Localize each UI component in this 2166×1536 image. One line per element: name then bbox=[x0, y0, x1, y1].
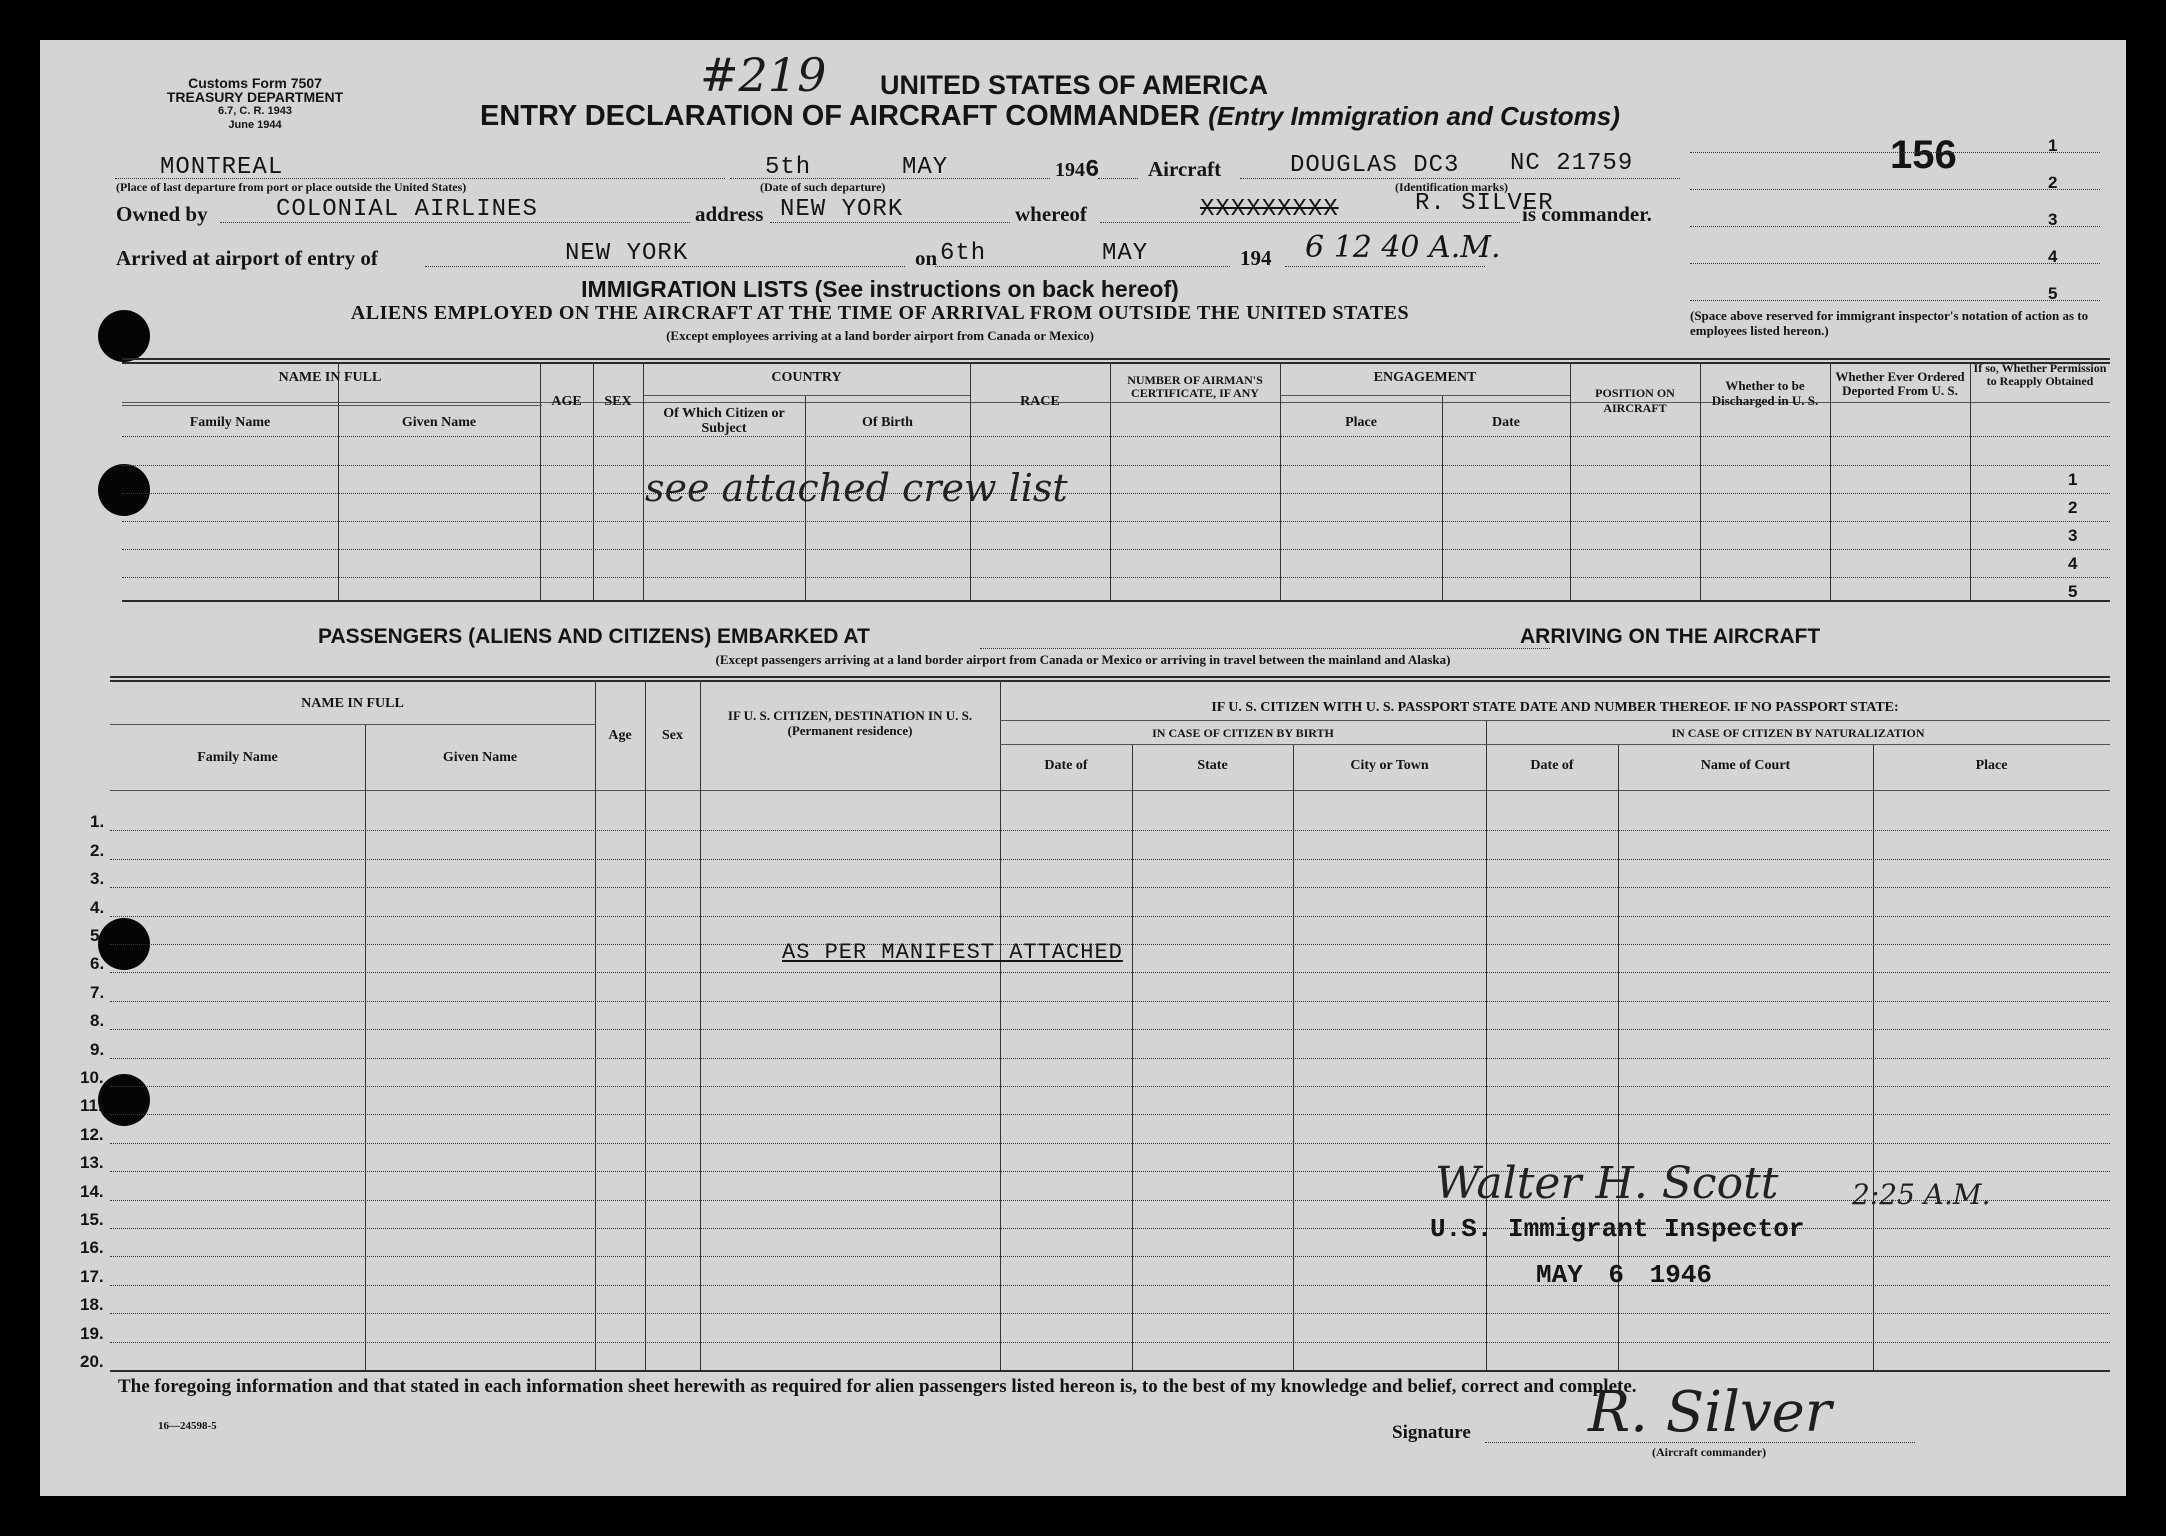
passenger-row-line bbox=[110, 1086, 2110, 1087]
passenger-row-number: 6. bbox=[90, 954, 105, 973]
col-citizen-by-birth: IN CASE OF CITIZEN BY BIRTH bbox=[1152, 726, 1334, 740]
on-label: on bbox=[915, 246, 938, 270]
notation-line-number: 5 bbox=[2048, 284, 2058, 303]
col-sex: SEX bbox=[604, 394, 632, 409]
immigration-subtitle: ALIENS EMPLOYED ON THE AIRCRAFT AT THE TIME OF ARRIVAL FROM OUTSIDE THE UNITED STATES bbox=[350, 302, 1410, 324]
passenger-row-line bbox=[110, 1171, 2110, 1172]
immigration-title: IMMIGRATION LISTS (See instructions on back hereof) bbox=[581, 276, 1179, 302]
col-destination: IF U. S. CITIZEN, DESTINATION IN U. S. (Permanent residence) bbox=[727, 708, 973, 738]
passenger-row-number: 14. bbox=[80, 1182, 104, 1201]
departure-year bbox=[1055, 157, 1100, 184]
notation-line-number: 2 bbox=[2048, 173, 2058, 192]
col-naturalization-date: Date of bbox=[1530, 758, 1574, 773]
form-sheet bbox=[40, 40, 2126, 1496]
col-passport: IF U. S. CITIZEN WITH U. S. PASSPORT STATE DATE AND NUMBER THEREOF. IF NO PASSPORT STATE: bbox=[1211, 700, 1899, 715]
passenger-row-number: 12. bbox=[80, 1125, 104, 1144]
inspector-title: U.S. Immigrant Inspector bbox=[1430, 1214, 1805, 1244]
commander-suffix: is commander. bbox=[1522, 202, 1652, 226]
col-name-in-full: NAME IN FULL bbox=[301, 696, 404, 711]
passenger-row-number: 10. bbox=[80, 1068, 104, 1087]
owner-address: NEW YORK bbox=[780, 196, 904, 223]
passenger-row-number: 13. bbox=[80, 1153, 104, 1172]
passenger-row-number: 7. bbox=[90, 983, 105, 1002]
col-engagement-place: Place bbox=[1345, 415, 1377, 430]
col-family-name: Family Name bbox=[197, 750, 278, 765]
col-name-in-full: NAME IN FULL bbox=[278, 370, 382, 385]
col-citizen-by-naturalization: IN CASE OF CITIZEN BY NATURALIZATION bbox=[1671, 726, 1925, 740]
passenger-row-line bbox=[110, 1370, 2110, 1371]
departure-year-prefix: 194 bbox=[1055, 159, 1085, 181]
col-birth-city: City or Town bbox=[1350, 758, 1429, 773]
passenger-row-line bbox=[110, 1058, 2110, 1059]
aircraft-label: Aircraft bbox=[1148, 157, 1222, 181]
col-country: COUNTRY bbox=[771, 370, 842, 385]
passenger-row-number: 1. bbox=[90, 812, 105, 831]
inspector-stamp-number: 156 bbox=[1890, 133, 1957, 177]
col-engagement-date: Date bbox=[1492, 415, 1520, 430]
crew-row-number: 1 bbox=[2068, 470, 2078, 489]
passenger-row-line bbox=[110, 1114, 2110, 1115]
col-naturalization-place: Place bbox=[1975, 758, 2008, 773]
signature-label: Signature bbox=[1392, 1422, 1471, 1443]
passengers-title: PASSENGERS (ALIENS AND CITIZENS) EMBARKED AT bbox=[318, 625, 870, 648]
col-race: RACE bbox=[1020, 394, 1060, 409]
passenger-row-line bbox=[110, 859, 2110, 860]
form-title bbox=[480, 100, 1620, 133]
passenger-row-number: 4. bbox=[90, 898, 105, 917]
passenger-row-number: 20. bbox=[80, 1352, 104, 1371]
manifest-note: AS PER MANIFEST ATTACHED bbox=[782, 940, 1123, 965]
notation-line-number: 4 bbox=[2048, 247, 2058, 266]
passenger-row-line bbox=[110, 972, 2110, 973]
department: TREASURY DEPARTMENT bbox=[166, 89, 344, 105]
passenger-row-number: 11. bbox=[80, 1096, 103, 1115]
passenger-row-number: 16. bbox=[80, 1238, 104, 1257]
arrival-year: 194 bbox=[1240, 246, 1272, 270]
aircraft-ident: NC 21759 bbox=[1510, 150, 1634, 177]
punch-hole bbox=[98, 464, 150, 516]
passenger-row-line bbox=[110, 830, 2110, 831]
passenger-row-line bbox=[110, 1228, 2110, 1229]
passenger-row-line bbox=[110, 1200, 2110, 1201]
passenger-row-line bbox=[110, 1143, 2110, 1144]
passenger-row-number: 9. bbox=[90, 1040, 105, 1059]
passengers-note: (Except passengers arriving at a land border airport from Canada or Mexico or arriving in travel between the mainland and Alaska) bbox=[715, 652, 1451, 667]
passenger-row-number: 3. bbox=[90, 869, 105, 888]
col-permission: If so, Whether Permission to Reapply Obtained bbox=[1973, 361, 2107, 388]
passenger-row-line bbox=[110, 1001, 2110, 1002]
owner-name: COLONIAL AIRLINES bbox=[276, 196, 538, 223]
departure-day: 5th bbox=[765, 154, 812, 181]
country-heading: UNITED STATES OF AMERICA bbox=[880, 70, 1268, 100]
passenger-row-line bbox=[110, 1313, 2110, 1314]
passenger-row-line bbox=[110, 1285, 2110, 1286]
crew-row-number: 3 bbox=[2068, 526, 2078, 545]
arrival-day: 6th bbox=[940, 240, 987, 267]
passenger-row-number: 18. bbox=[80, 1295, 104, 1314]
commander-signature: R. Silver bbox=[1588, 1380, 1832, 1445]
inspection-date: MAY 6 1946 bbox=[1536, 1260, 1713, 1290]
arrived-label: Arrived at airport of entry of bbox=[116, 246, 378, 270]
passenger-row-line bbox=[110, 1342, 2110, 1343]
passenger-row-number: 15. bbox=[80, 1210, 104, 1229]
passenger-row-number: 19. bbox=[80, 1324, 104, 1343]
departure-place-label: (Place of last departure from port or place outside the United States) bbox=[116, 180, 467, 194]
crew-row-number: 4 bbox=[2068, 554, 2078, 573]
col-age: Age bbox=[608, 728, 632, 743]
inspector-signature: Walter H. Scott bbox=[1435, 1158, 1779, 1209]
col-age: AGE bbox=[551, 394, 582, 409]
struck-out-name: XXXXXXXXX bbox=[1200, 196, 1339, 223]
form-number: Customs Form 7507 bbox=[188, 75, 322, 91]
col-court: Name of Court bbox=[1700, 758, 1791, 773]
declaration-text: The foregoing information and that stated in each information sheet herewith as required for alien passengers listed hereon is, to the best of my knowledge and belief, correct and complete. bbox=[118, 1376, 1637, 1397]
col-given-name: Given Name bbox=[442, 750, 518, 765]
col-sex: Sex bbox=[662, 728, 683, 743]
aircraft-type: DOUGLAS DC3 bbox=[1290, 152, 1460, 179]
departure-date-label: (Date of such departure) bbox=[760, 180, 886, 194]
arrival-airport: NEW YORK bbox=[565, 240, 689, 267]
col-position: POSITION ON AIRCRAFT bbox=[1595, 386, 1675, 415]
crew-row-number: 5 bbox=[2068, 582, 2078, 601]
departure-month: MAY bbox=[902, 154, 949, 181]
form-title-suffix: (Entry Immigration and Customs) bbox=[1208, 101, 1620, 131]
passenger-row-line bbox=[110, 887, 2110, 888]
col-deported: Whether Ever Ordered Deported From U. S. bbox=[1835, 369, 1965, 398]
passenger-row-number: 8. bbox=[90, 1011, 105, 1030]
passenger-row-number: 5. bbox=[90, 926, 105, 945]
form-info bbox=[145, 76, 365, 132]
col-engagement: ENGAGEMENT bbox=[1373, 370, 1477, 385]
immigration-note: (Except employees arriving at a land border airport from Canada or Mexico) bbox=[666, 328, 1094, 343]
owned-by-label: Owned by bbox=[116, 202, 208, 226]
arrival-time: 6 12 40 A.M. bbox=[1305, 230, 1501, 265]
col-airman-certificate: NUMBER OF AIRMAN'S CERTIFICATE, IF ANY bbox=[1127, 373, 1263, 400]
col-birth-date: Date of bbox=[1044, 758, 1088, 773]
passenger-row-line bbox=[110, 916, 2110, 917]
whereof-label: whereof bbox=[1015, 202, 1087, 226]
col-family-name: Family Name bbox=[189, 415, 271, 430]
col-birth-state: State bbox=[1197, 758, 1228, 773]
arrival-month: MAY bbox=[1102, 240, 1149, 267]
passengers-title-right: ARRIVING ON THE AIRCRAFT bbox=[1520, 625, 1821, 648]
notation-line-number: 1 bbox=[2048, 136, 2058, 155]
col-discharged: Whether to be Discharged in U. S. bbox=[1711, 378, 1819, 408]
reserved-space-note: (Space above reserved for immigrant inspector's notation of action as to employees listed hereon.) bbox=[1690, 308, 2089, 338]
form-date: June 1944 bbox=[228, 119, 282, 131]
regulation: 6.7, C. R. 1943 bbox=[218, 105, 292, 117]
commander-name: R. SILVER bbox=[1415, 190, 1554, 217]
print-code: 16—24598-5 bbox=[158, 1420, 217, 1432]
passenger-row-line bbox=[110, 1256, 2110, 1257]
crew-row-number: 2 bbox=[2068, 498, 2078, 517]
file-number: #219 bbox=[700, 48, 827, 102]
form-title-main: ENTRY DECLARATION OF AIRCRAFT COMMANDER bbox=[480, 100, 1201, 132]
passenger-row-number: 17. bbox=[80, 1267, 104, 1286]
ident-label: (Identification marks) bbox=[1395, 180, 1508, 194]
col-birth: Of Birth bbox=[862, 415, 913, 430]
departure-place: MONTREAL bbox=[160, 154, 284, 181]
address-label: address bbox=[695, 202, 764, 226]
col-citizen-of: Of Which Citizen or Subject bbox=[663, 406, 785, 436]
punch-hole bbox=[98, 1074, 150, 1126]
crew-handwritten-note: see attached crew list bbox=[645, 466, 1068, 510]
notation-line-number: 3 bbox=[2048, 210, 2058, 229]
signature-role: (Aircraft commander) bbox=[1652, 1445, 1767, 1459]
inspector-time: 2:25 A.M. bbox=[1852, 1178, 1991, 1211]
passenger-row-number: 2. bbox=[90, 841, 105, 860]
passenger-row-line bbox=[110, 1029, 2110, 1030]
departure-year-digit: 6 bbox=[1085, 157, 1101, 184]
col-given-name: Given Name bbox=[401, 415, 477, 430]
